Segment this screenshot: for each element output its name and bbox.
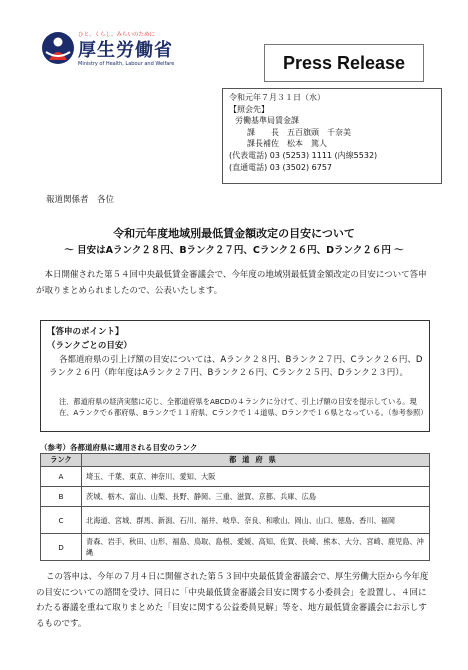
key-points-body: 各都道府県の引上げ額の目安については、Aランク２８円、Bランク２７円、Cランク２６円、Dランク２６円（昨年度はAランク２７円、Bランク２６円、Cランク２５円、Dランク２３円）。	[49, 355, 423, 378]
contact-chief: 課 長 五百旗頭 千奈美	[247, 127, 351, 137]
contact-deputy: 課長補佐 松本 篤人	[247, 139, 327, 149]
document-subtitle: ～ 目安はAランク２８円、Bランク２７円、Cランク２６円、Dランク２６円 ～	[64, 245, 404, 256]
prefectures-cell: 北海道、宮城、群馬、新潟、石川、福井、岐阜、奈良、和歌山、岡山、山口、徳島、香川、福岡	[82, 507, 430, 534]
contact-phone-direct: (直通電話) 03 (3502) 6757	[229, 162, 333, 172]
ministry-logo	[40, 28, 180, 74]
table-row	[41, 467, 430, 487]
release-date: 令和元年７月３１日（水）	[229, 93, 325, 102]
reference-heading: （参考）各都道府県に適用される目安のランク	[40, 443, 198, 452]
key-points-note: 注．都道府県の経済実態に応じ、全都道府県をABCDの４ランクに分けて、引上げ額の目安を提示している。現在、Aランクで６都府県、Bランクで１１府県、Cランクで１４道県、Dランクで１６県となっている。（参考参照）	[59, 397, 428, 417]
press-release-label: Press Release	[264, 44, 424, 82]
addressee: 報道関係者 各位	[46, 195, 115, 205]
rank-cell: C	[41, 507, 82, 534]
contact-box	[222, 88, 442, 184]
contact-department: 労働基準局賃金課	[235, 116, 299, 126]
closing-paragraph: この答申は、今年の７月４日に開催された第５３回中央最低賃金審議会で、厚生労働大臣から今年度の目安についての諮問を受け、同日に「中央最低賃金審議会目安に関する小委員会」を設置し、４回にわたる審議を重ねて取りまとめた「目安に関する公益委員見解」等を、地方最低賃金審議会にお示しするものです。	[36, 572, 429, 629]
rank-cell: D	[41, 534, 82, 561]
rank-cell: A	[41, 467, 82, 487]
contact-phone-main: (代表電話) 03 (5253) 1111 (内線5532)	[229, 150, 378, 160]
document-title: 令和元年度地域別最低賃金額改定の目安について	[113, 227, 355, 240]
table-row	[41, 507, 430, 534]
prefectures-cell: 茨城、栃木、富山、山梨、長野、静岡、三重、滋賀、京都、兵庫、広島	[82, 487, 430, 507]
intro-paragraph: 本日開催された第５４回中央最低賃金審議会で、今年度の地域別最低賃金額改定の目安について答申が取りまとめられましたので、公表いたします。	[36, 270, 427, 296]
prefectures-cell: 青森、岩手、秋田、山形、福島、鳥取、島根、愛媛、高知、佐賀、長崎、熊本、大分、宮崎、鹿児島、沖縄	[82, 534, 430, 561]
key-points-box	[40, 320, 430, 432]
rank-table	[40, 453, 430, 561]
prefectures-cell: 埼玉、千葉、東京、神奈川、愛知、大阪	[82, 467, 430, 487]
ministry-emblem-icon	[40, 30, 76, 66]
column-header-prefectures: 都道府県	[82, 454, 430, 467]
logo-name: 厚生労働省	[78, 40, 173, 61]
contact-header: 【照会先】	[229, 104, 269, 114]
column-header-rank: ランク	[41, 454, 82, 467]
table-header-row	[41, 454, 430, 467]
rank-cell: B	[41, 487, 82, 507]
table-row	[41, 487, 430, 507]
key-points-heading: 【答申のポイント】	[47, 327, 124, 337]
logo-english-name: Ministry of Health, Labour and Welfare	[78, 61, 175, 67]
table-row	[41, 534, 430, 561]
logo-tagline: ひと、くらし、みらいのために	[78, 32, 156, 38]
key-points-subheading: （ランクごとの目安）	[47, 341, 132, 351]
